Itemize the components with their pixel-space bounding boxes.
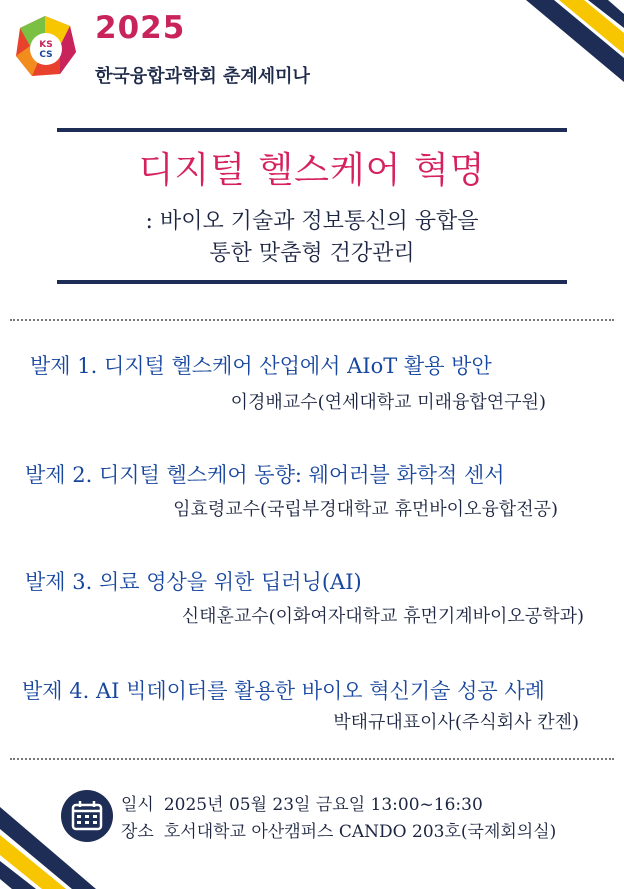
place-value: 호서대학교 아산캠퍼스 CANDO 203호(국제회의실) [163, 822, 557, 842]
talk-1-title: 발제 1. 디지털 헬스케어 산업에서 AIoT 활용 방안 [30, 354, 492, 378]
date-label: 일시 [121, 795, 154, 815]
talk-3-title: 발제 3. 의료 영상을 위한 딥러닝(AI) [25, 570, 362, 594]
talk-4-speaker: 박태규대표이사(주식회사 칸젠) [333, 712, 579, 733]
talk-2-title: 발제 2. 디지털 헬스케어 동향: 웨어러블 화학적 센서 [25, 463, 505, 487]
event-date [121, 790, 483, 815]
talk-4-title: 발제 4. AI 빅데이터를 활용한 바이오 혁신기술 성공 사례 [22, 679, 545, 703]
page-title: 디지털 헬스케어 혁명 [138, 150, 486, 191]
header-year: 2025 [95, 10, 186, 46]
event-place [121, 817, 556, 842]
calendar-icon [61, 790, 113, 842]
subtitle-line2: 통한 맞춤형 건강관리 [209, 241, 415, 266]
talk-1-speaker: 이경배교수(연세대학교 미래융합연구원) [230, 392, 546, 413]
header-org: 한국융합과학회 춘계세미나 [95, 66, 310, 87]
divider-top [10, 319, 614, 321]
date-value: 2025년 05월 23일 금요일 13:00~16:30 [163, 795, 483, 815]
title-rule-bottom [57, 280, 567, 284]
kscs-logo [10, 12, 80, 82]
subtitle-line1: : 바이오 기술과 정보통신의 융합을 [145, 209, 479, 234]
corner-stripes-top-right [484, 0, 624, 90]
svg-text:CS: CS [39, 50, 53, 60]
svg-text:KS: KS [39, 40, 53, 50]
divider-bottom [10, 758, 614, 760]
title-rule-top [57, 128, 567, 132]
talk-3-speaker: 신태훈교수(이화여자대학교 휴먼기계바이오공학과) [181, 606, 584, 627]
talk-2-speaker: 임효령교수(국립부경대학교 휴먼바이오융합전공) [173, 499, 558, 520]
place-label: 장소 [121, 822, 154, 842]
